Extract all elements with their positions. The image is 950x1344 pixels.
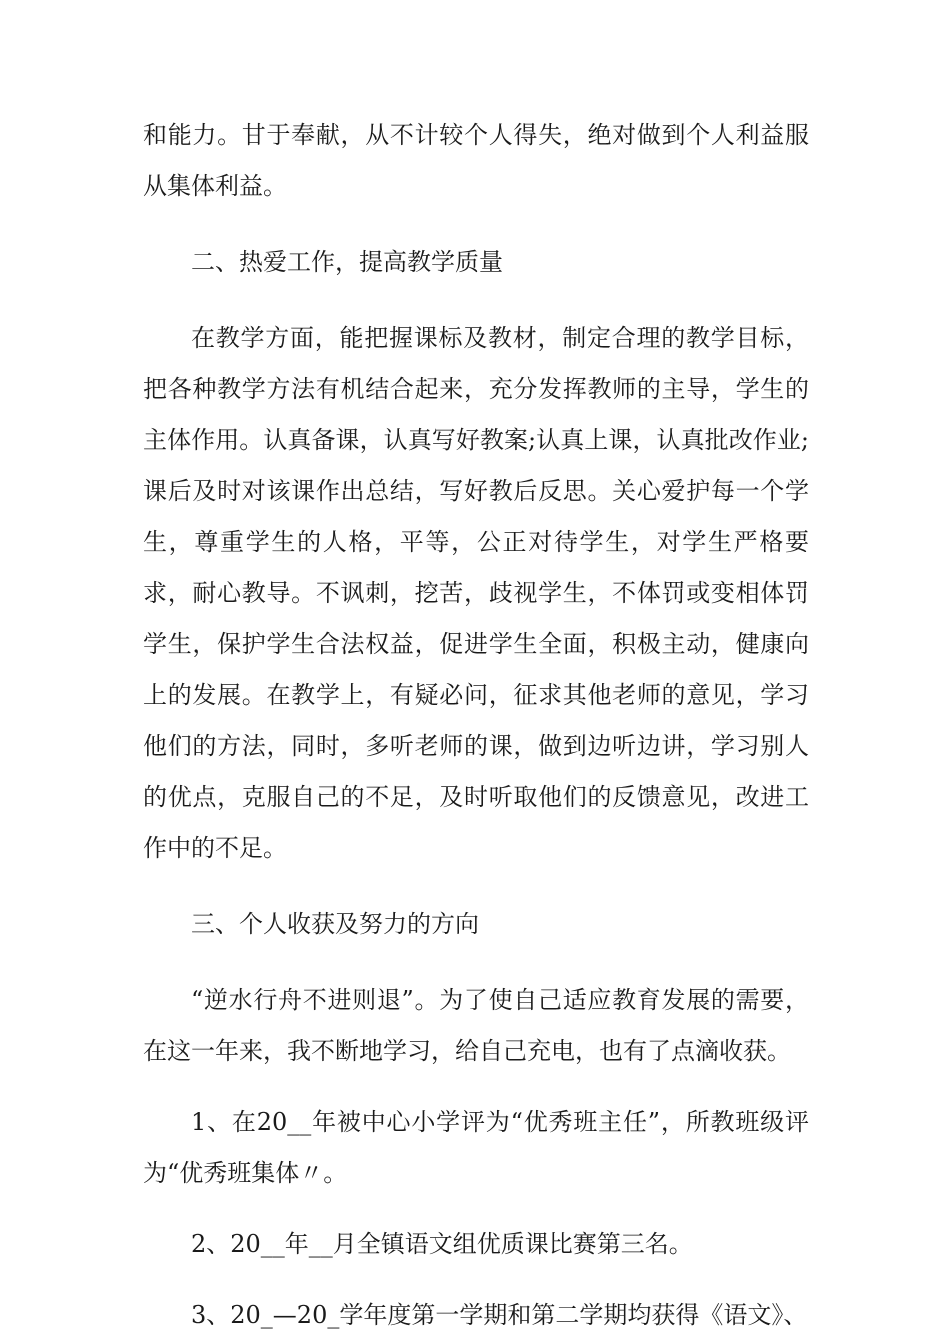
list-item-2: 2、20__年__月全镇语文组优质课比赛第三名。: [191, 1230, 693, 1258]
list-item-3: 3、20_—20_学年度第一学期和第二学期均获得《语文》、: [191, 1301, 808, 1329]
paragraph-teaching: 在教学方面，能把握课标及教材，制定合理的教学目标，把各种教学方法有机结合起来，充分发挥教师的主导，学生的主体作用。认真备课，认真写好教案;认真上课，认真批改作业;课后及时对该课作出总结，写好教后反思。关心爱护每一个学生，尊重学生的人格，平等，公正对待学生，对学生严格要求，耐心教导。不讽刺，挖苦，歧视学生，不体罚或变相体罚学生，保护学生合法权益，促进学生全面，积极主动，健康向上的发展。在教学上，有疑必问，征求其他老师的意见，学习他们的方法，同时，多听老师的课，做到边听边讲，学习别人的优点，克服自己的不足，及时听取他们的反馈意见，改进工作中的不足。: [143, 324, 809, 862]
section-heading-3: 三、个人收获及努力的方向: [191, 910, 479, 938]
paragraph-continued: 和能力。甘于奉献，从不计较个人得失，绝对做到个人利益服从集体利益。: [143, 121, 809, 200]
section-heading-2: 二、热爱工作，提高教学质量: [191, 248, 503, 276]
paragraph-motto: “逆水行舟不进则退”。为了使自己适应教育发展的需要，在这一年来，我不断地学习，给自己充电，也有了点滴收获。: [143, 986, 809, 1065]
document-page: [143, 110, 809, 1341]
list-item-1: 1、在20__年被中心小学评为“优秀班主任”，所教班级评为“优秀班集体〃。: [143, 1108, 809, 1187]
